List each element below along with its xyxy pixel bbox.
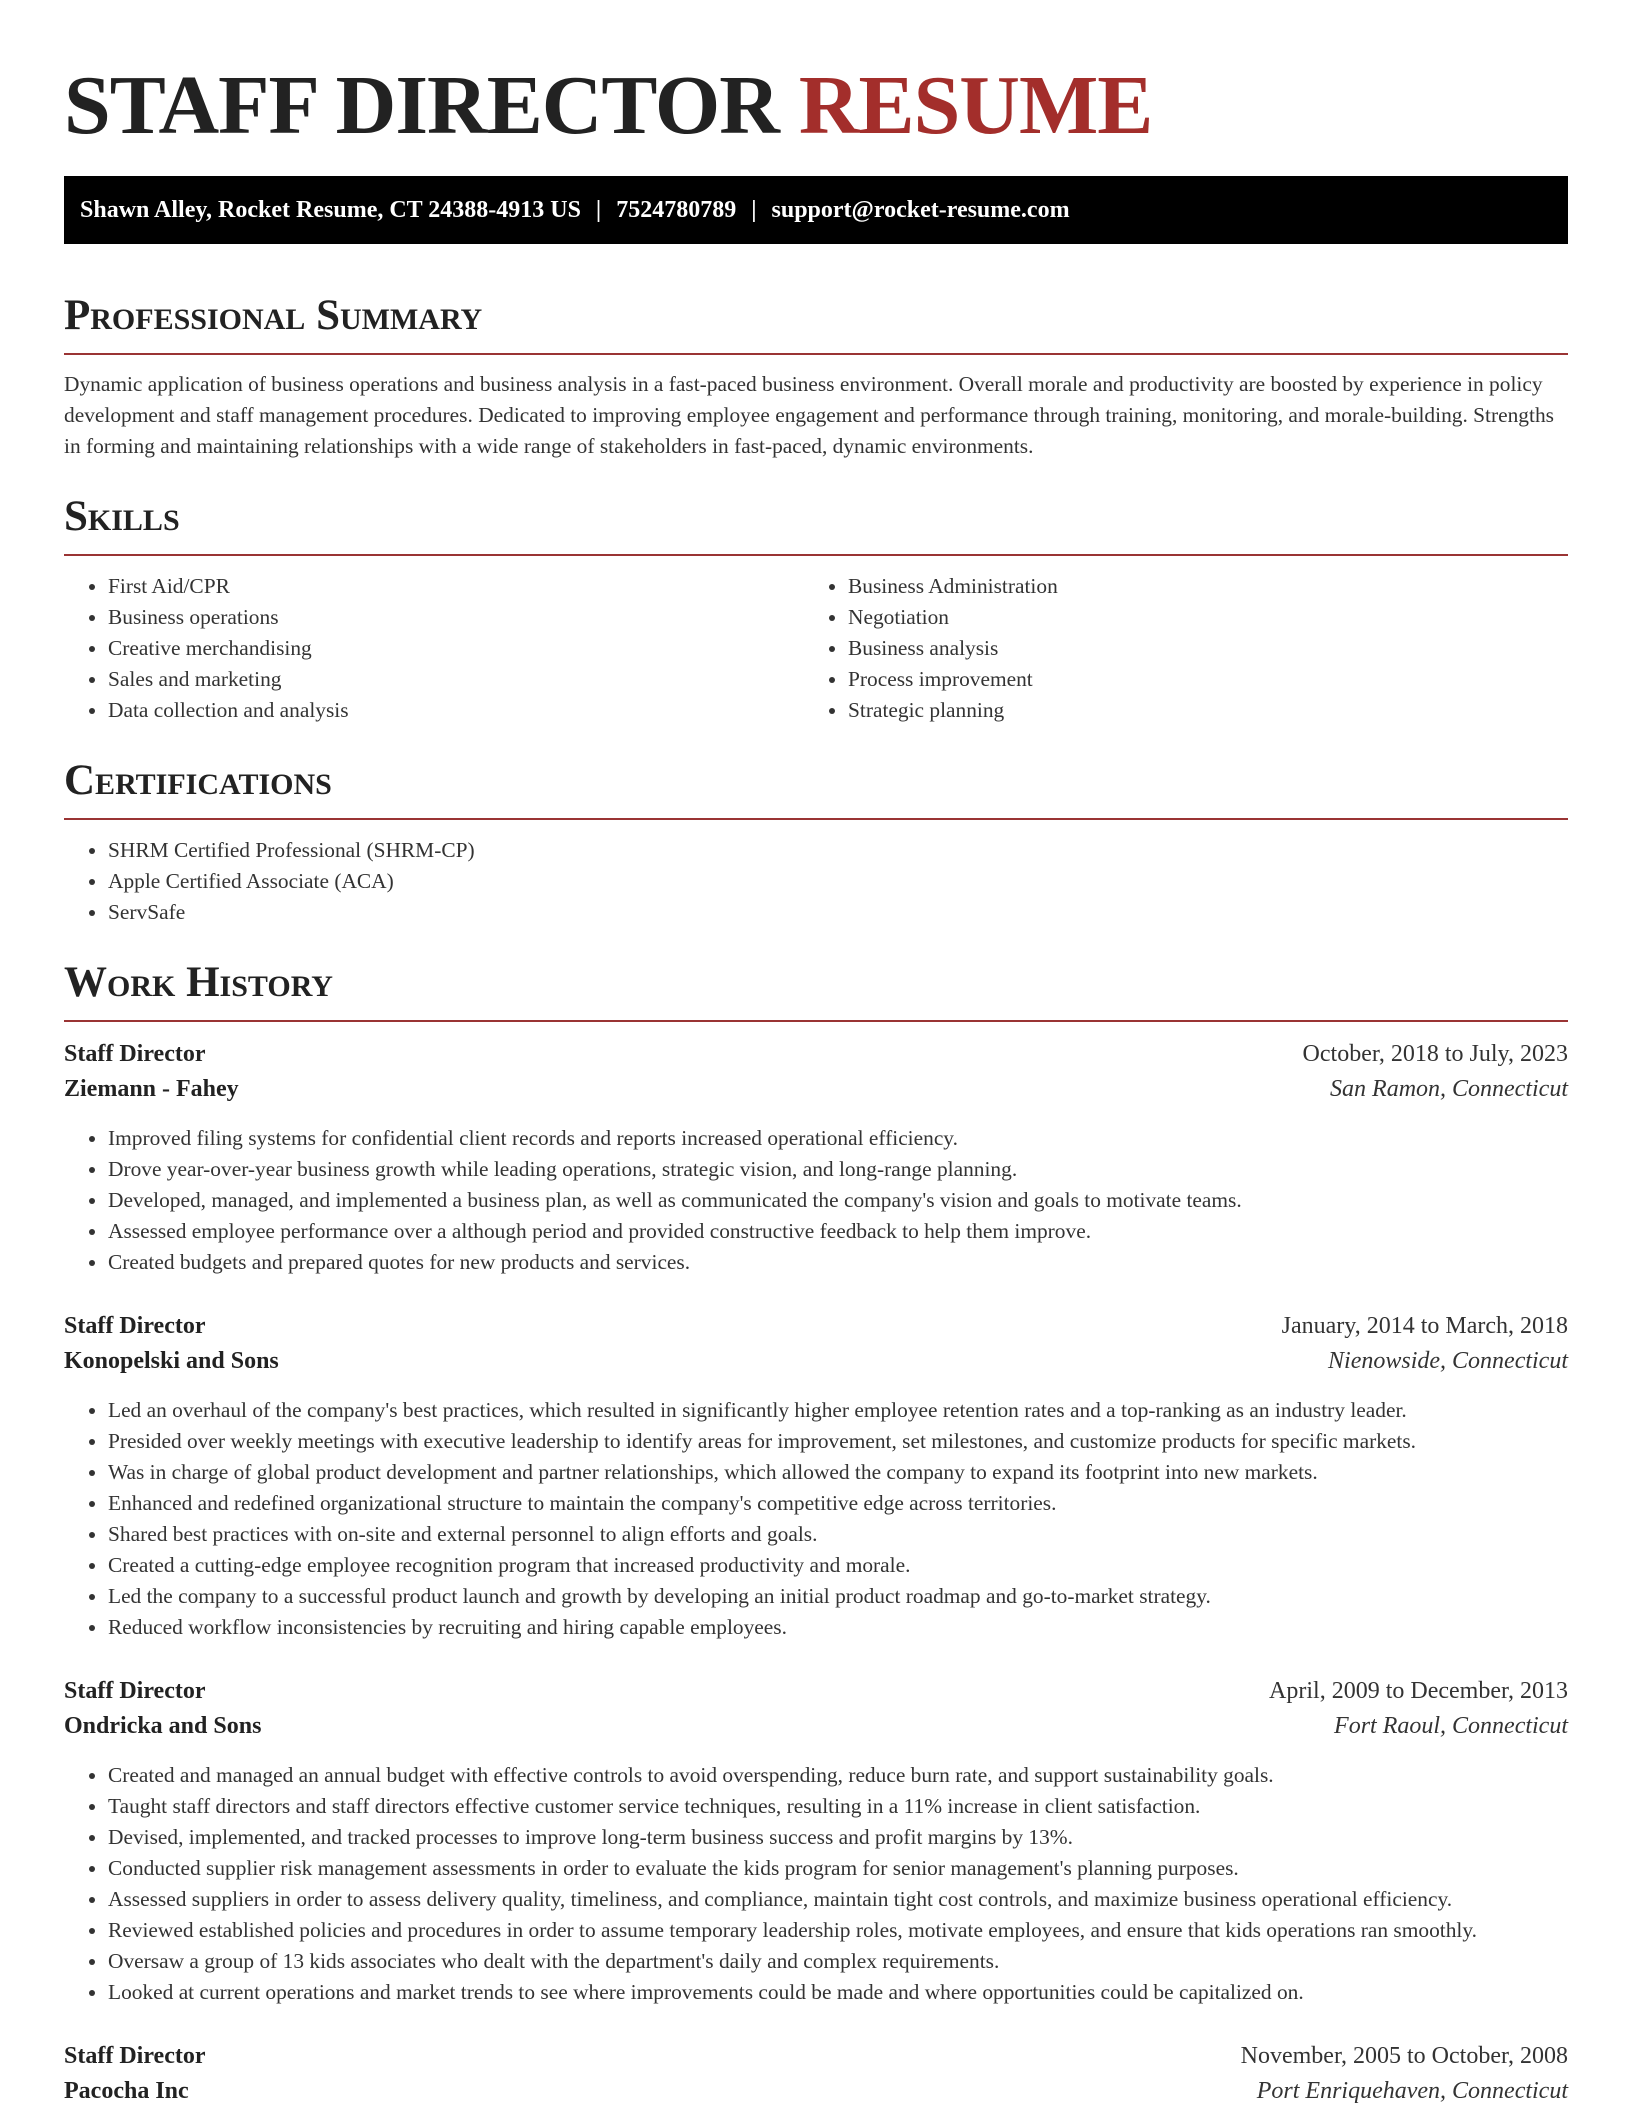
- skills-list-left: [64, 571, 804, 726]
- job-bullet: • Reviewed established policies and procedures in order to assume temporary leadership roles, motivate employees, and ensure that kids operations ran smoothly.: [108, 1915, 1568, 1946]
- job-company: Ondricka and Sons: [64, 1713, 262, 1739]
- job-bullet: • Looked at current operations and market trends to see where improvements could be made and where opportunities could be capitalized on.: [108, 1977, 1568, 2008]
- skill-item: • Business analysis: [848, 633, 1568, 664]
- certification-item: • Apple Certified Associate (ACA): [108, 866, 1568, 897]
- resume-title: [64, 59, 1568, 152]
- job-entry: [64, 1674, 1568, 2008]
- job-dates: November, 2005 to October, 2008: [1240, 2043, 1568, 2069]
- job-company: Ziemann - Fahey: [64, 1076, 239, 1102]
- job-bullet: • Led an overhaul of the company's best practices, which resulted in significantly higher employee retention rates and a top-ranking as an industry leader.: [108, 1395, 1568, 1426]
- contact-address: Shawn Alley, Rocket Resume, CT 24388-4913 US: [80, 197, 581, 223]
- section-heading-work-history: Work History: [64, 958, 1568, 1022]
- skill-item: • Data collection and analysis: [108, 695, 804, 726]
- contact-email: support@rocket-resume.com: [771, 197, 1070, 223]
- job-bullet: • Improved filing systems for confidential client records and reports increased operational efficiency.: [108, 1123, 1568, 1154]
- job-bullet: • Reduced workflow inconsistencies by recruiting and hiring capable employees.: [108, 1612, 1568, 1643]
- skill-item: • First Aid/CPR: [108, 571, 804, 602]
- job-bullet: • Developed, managed, and implemented a business plan, as well as communicated the company's vision and goals to motivate teams.: [108, 1185, 1568, 1216]
- section-heading-summary: Professional Summary: [64, 291, 1568, 355]
- job-bullet: • Created budgets and prepared quotes for new products and services.: [108, 1247, 1568, 1278]
- summary-text: Dynamic application of business operations and business analysis in a fast-paced business environment. Overall morale and productivity are boosted by experience in policy development and staff management procedures. Dedicated to improving employee engagement and performance through training, monitoring, and morale-building. Strengths in forming and maintaining relationships with a wide range of stakeholders in fast-paced, dynamic environments.: [64, 372, 1554, 458]
- job-bullet: • Created and managed an annual budget with effective controls to avoid overspending, reduce burn rate, and support sustainability goals.: [108, 1760, 1568, 1791]
- contact-bar: [64, 176, 1568, 244]
- job-bullet: • Taught staff directors and staff directors effective customer service techniques, resulting in a 11% increase in client satisfaction.: [108, 1791, 1568, 1822]
- skills-grid: [64, 571, 1568, 726]
- job-header-row: [64, 1037, 1568, 1072]
- job-bullet: • Assessed suppliers in order to assess delivery quality, timeliness, and compliance, maintain tight cost controls, and maximize business operational efficiency.: [108, 1884, 1568, 1915]
- job-bullet: • Conducted supplier risk management assessments in order to evaluate the kids program for senior management's planning purposes.: [108, 1853, 1568, 1884]
- section-heading-skills: Skills: [64, 492, 1568, 556]
- job-bullet: • Presided over weekly meetings with executive leadership to identify areas for improvement, set milestones, and customize products for specific markets.: [108, 1426, 1568, 1457]
- skill-item: • Business Administration: [848, 571, 1568, 602]
- skills-list-right: [804, 571, 1568, 726]
- skill-item: • Business operations: [108, 602, 804, 633]
- job-header-row: [64, 2039, 1568, 2074]
- certification-item: • ServSafe: [108, 897, 1568, 928]
- title-accent: RESUME: [798, 59, 1153, 152]
- job-bullet: • Led the company to a successful product launch and growth by developing an initial product roadmap and go-to-market strategy.: [108, 1581, 1568, 1612]
- job-location: San Ramon, Connecticut: [1330, 1076, 1568, 1102]
- skill-item: • Process improvement: [848, 664, 1568, 695]
- job-header-row: [64, 1309, 1568, 1344]
- job-title: Staff Director: [64, 1041, 206, 1067]
- section-heading-certifications: Certifications: [64, 756, 1568, 820]
- job-dates: January, 2014 to March, 2018: [1281, 1313, 1568, 1339]
- title-main: STAFF DIRECTOR: [64, 59, 779, 152]
- job-company-row: [64, 1709, 1568, 1744]
- job-dates: October, 2018 to July, 2023: [1302, 1041, 1568, 1067]
- certification-item: • SHRM Certified Professional (SHRM-CP): [108, 835, 1568, 866]
- job-entry: [64, 2039, 1568, 2109]
- skill-item: • Creative merchandising: [108, 633, 804, 664]
- job-bullet: • Created a cutting-edge employee recognition program that increased productivity and morale.: [108, 1550, 1568, 1581]
- job-location: Nienowside, Connecticut: [1328, 1348, 1568, 1374]
- job-title: Staff Director: [64, 1313, 206, 1339]
- job-header-row: [64, 1674, 1568, 1709]
- job-bullet: • Enhanced and redefined organizational structure to maintain the company's competitive edge across territories.: [108, 1488, 1568, 1519]
- job-bullets: [64, 1395, 1568, 1643]
- job-location: Port Enriquehaven, Connecticut: [1256, 2078, 1568, 2104]
- certifications-list: [64, 835, 1568, 928]
- job-entry: [64, 1309, 1568, 1643]
- job-title: Staff Director: [64, 1678, 206, 1704]
- job-location: Fort Raoul, Connecticut: [1334, 1713, 1568, 1739]
- job-bullet: • Devised, implemented, and tracked processes to improve long-term business success and profit margins by 13%.: [108, 1822, 1568, 1853]
- contact-separator: |: [751, 197, 757, 223]
- job-bullet: • Shared best practices with on-site and external personnel to align efforts and goals.: [108, 1519, 1568, 1550]
- job-title: Staff Director: [64, 2043, 206, 2069]
- job-company: Konopelski and Sons: [64, 1348, 279, 1374]
- job-company: Pacocha Inc: [64, 2078, 189, 2104]
- job-bullet: • Drove year-over-year business growth while leading operations, strategic vision, and long-range planning.: [108, 1154, 1568, 1185]
- contact-separator: |: [595, 197, 602, 223]
- job-company-row: [64, 2074, 1568, 2109]
- job-dates: April, 2009 to December, 2013: [1269, 1678, 1568, 1704]
- job-bullets: [64, 1123, 1568, 1278]
- job-bullet: • Was in charge of global product development and partner relationships, which allowed the company to expand its footprint into new markets.: [108, 1457, 1568, 1488]
- job-company-row: [64, 1344, 1568, 1379]
- job-entry: [64, 1037, 1568, 1278]
- job-bullets: [64, 1760, 1568, 2008]
- contact-phone: 7524780789: [616, 197, 737, 223]
- skill-item: • Strategic planning: [848, 695, 1568, 726]
- skill-item: • Sales and marketing: [108, 664, 804, 695]
- job-bullet: • Assessed employee performance over a although period and provided constructive feedback to help them improve.: [108, 1216, 1568, 1247]
- job-bullet: • Oversaw a group of 13 kids associates who dealt with the department's daily and complex requirements.: [108, 1946, 1568, 1977]
- skill-item: • Negotiation: [848, 602, 1568, 633]
- job-company-row: [64, 1072, 1568, 1107]
